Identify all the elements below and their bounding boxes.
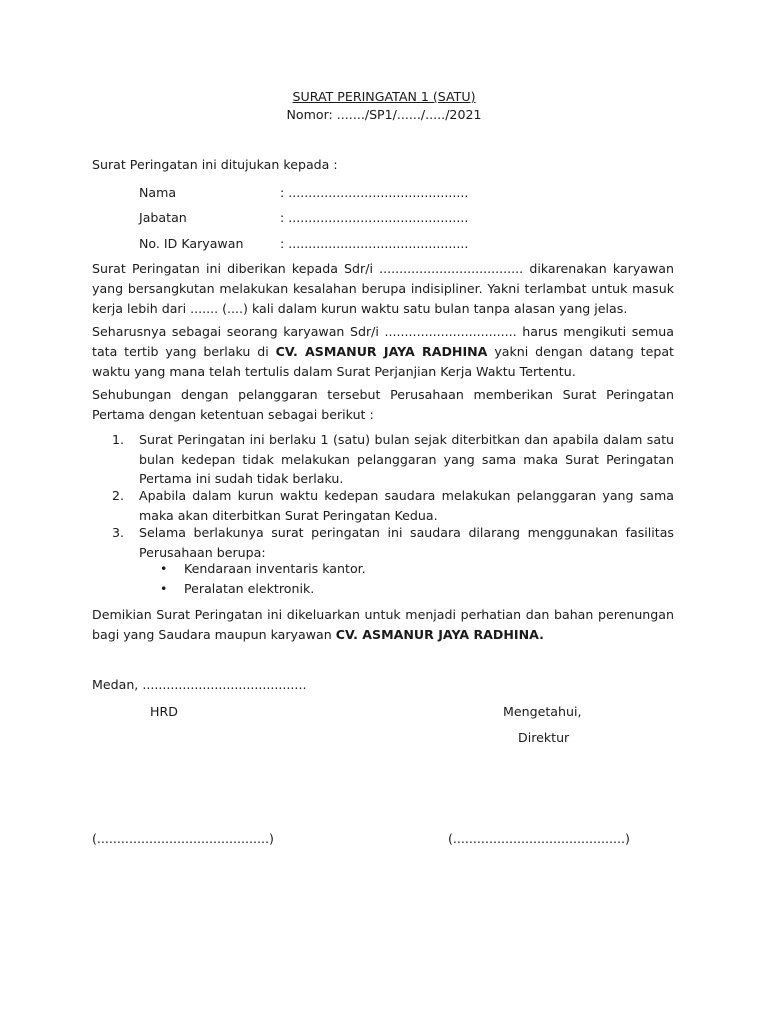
recipient-intro: Surat Peringatan ini ditujukan kepada : <box>92 157 338 172</box>
paragraph-line <box>92 342 674 362</box>
paragraph-line: yang bersangkutan melakukan kesalahan berupa indisipliner. Yakni terlambat untuk masuk <box>92 281 674 296</box>
signature-right-name: (...........................................) <box>448 831 630 846</box>
paragraph-terms-intro <box>92 385 674 425</box>
paragraph-line <box>92 625 674 645</box>
bullet-item: Kendaraan inventaris kantor. <box>184 561 366 576</box>
bullet-icon: • <box>160 581 168 596</box>
letter-number: Nomor: ......./SP1/....../...../2021 <box>286 107 482 122</box>
bullet-icon: • <box>160 561 168 576</box>
paragraph-reason <box>92 259 674 319</box>
list-item-3 <box>139 523 674 562</box>
company-name: CV. ASMANUR JAYA RADHINA. <box>335 627 544 642</box>
paragraph-line: Pertama dengan ketentuan sebagai berikut : <box>92 407 374 422</box>
signer-right-role: Direktur <box>518 730 570 745</box>
signature-left-name: (...........................................) <box>92 831 274 846</box>
paragraph-line: Demikian Surat Peringatan ini dikeluarkan untuk menjadi perhatian dan bahan perenungan <box>92 607 674 622</box>
field-label-nama: Nama <box>139 185 177 200</box>
list-line: Surat Peringatan ini berlaku 1 (satu) bulan sejak diterbitkan dan apabila dalam satu <box>139 432 674 447</box>
paragraph-line: waktu yang mana telah tertulis dalam Surat Perjanjian Kerja Waktu Tertentu. <box>92 364 576 379</box>
signer-right-label: Mengetahui, <box>503 704 582 719</box>
list-line: Apabila dalam kurun waktu kedepan saudara melakukan pelanggaran yang sama <box>139 488 674 503</box>
list-number: 2. <box>112 488 125 503</box>
company-name: CV. ASMANUR JAYA RADHINA <box>275 344 488 359</box>
letter-title: SURAT PERINGATAN 1 (SATU) <box>292 89 476 104</box>
list-line: Selama berlakunya surat peringatan ini saudara dilarang menggunakan fasilitas <box>139 525 674 540</box>
text-span: bagi yang Saudara maupun karyawan <box>92 627 336 642</box>
paragraph-line: Surat Peringatan ini diberikan kepada Sdr/i .................................... dikarenakan karyawan <box>92 261 674 276</box>
list-line: bulan kedepan tidak melakukan pelanggaran yang sama maka Surat Peringatan <box>139 451 674 467</box>
paragraph-obligation <box>92 322 674 382</box>
list-number: 1. <box>112 432 125 447</box>
text-span: yakni dengan datang tepat <box>487 344 674 359</box>
paragraph-line: Sehubungan dengan pelanggaran tersebut Perusahaan memberikan Surat Peringatan <box>92 387 674 402</box>
paragraph-closing <box>92 605 674 645</box>
field-label-jabatan: Jabatan <box>139 210 187 225</box>
place-date: Medan, ......................................... <box>92 677 307 692</box>
list-number: 3. <box>112 525 125 540</box>
list-item-2 <box>139 486 674 525</box>
text-span: tata tertib yang berlaku di <box>92 344 276 359</box>
list-line: maka akan diterbitkan Surat Peringatan Kedua. <box>139 507 438 523</box>
bullet-item: Peralatan elektronik. <box>184 581 315 596</box>
list-line: Perusahaan berupa: <box>139 544 266 560</box>
field-value-nama: : ............................................. <box>280 185 469 200</box>
field-value-id: : ............................................. <box>280 236 469 251</box>
list-line: Pertama ini sudah tidak berlaku. <box>139 471 344 486</box>
paragraph-line: Seharusnya sebagai seorang karyawan Sdr/i ................................. harus mengikuti semua <box>92 324 674 339</box>
field-value-jabatan: : ............................................. <box>280 210 469 225</box>
field-label-id: No. ID Karyawan <box>139 236 244 251</box>
paragraph-line: kerja lebih dari ....... (....) kali dalam kurun waktu satu bulan tanpa alasan yang jelas. <box>92 301 628 316</box>
signer-left-role: HRD <box>150 704 178 719</box>
list-item-1 <box>139 430 674 489</box>
